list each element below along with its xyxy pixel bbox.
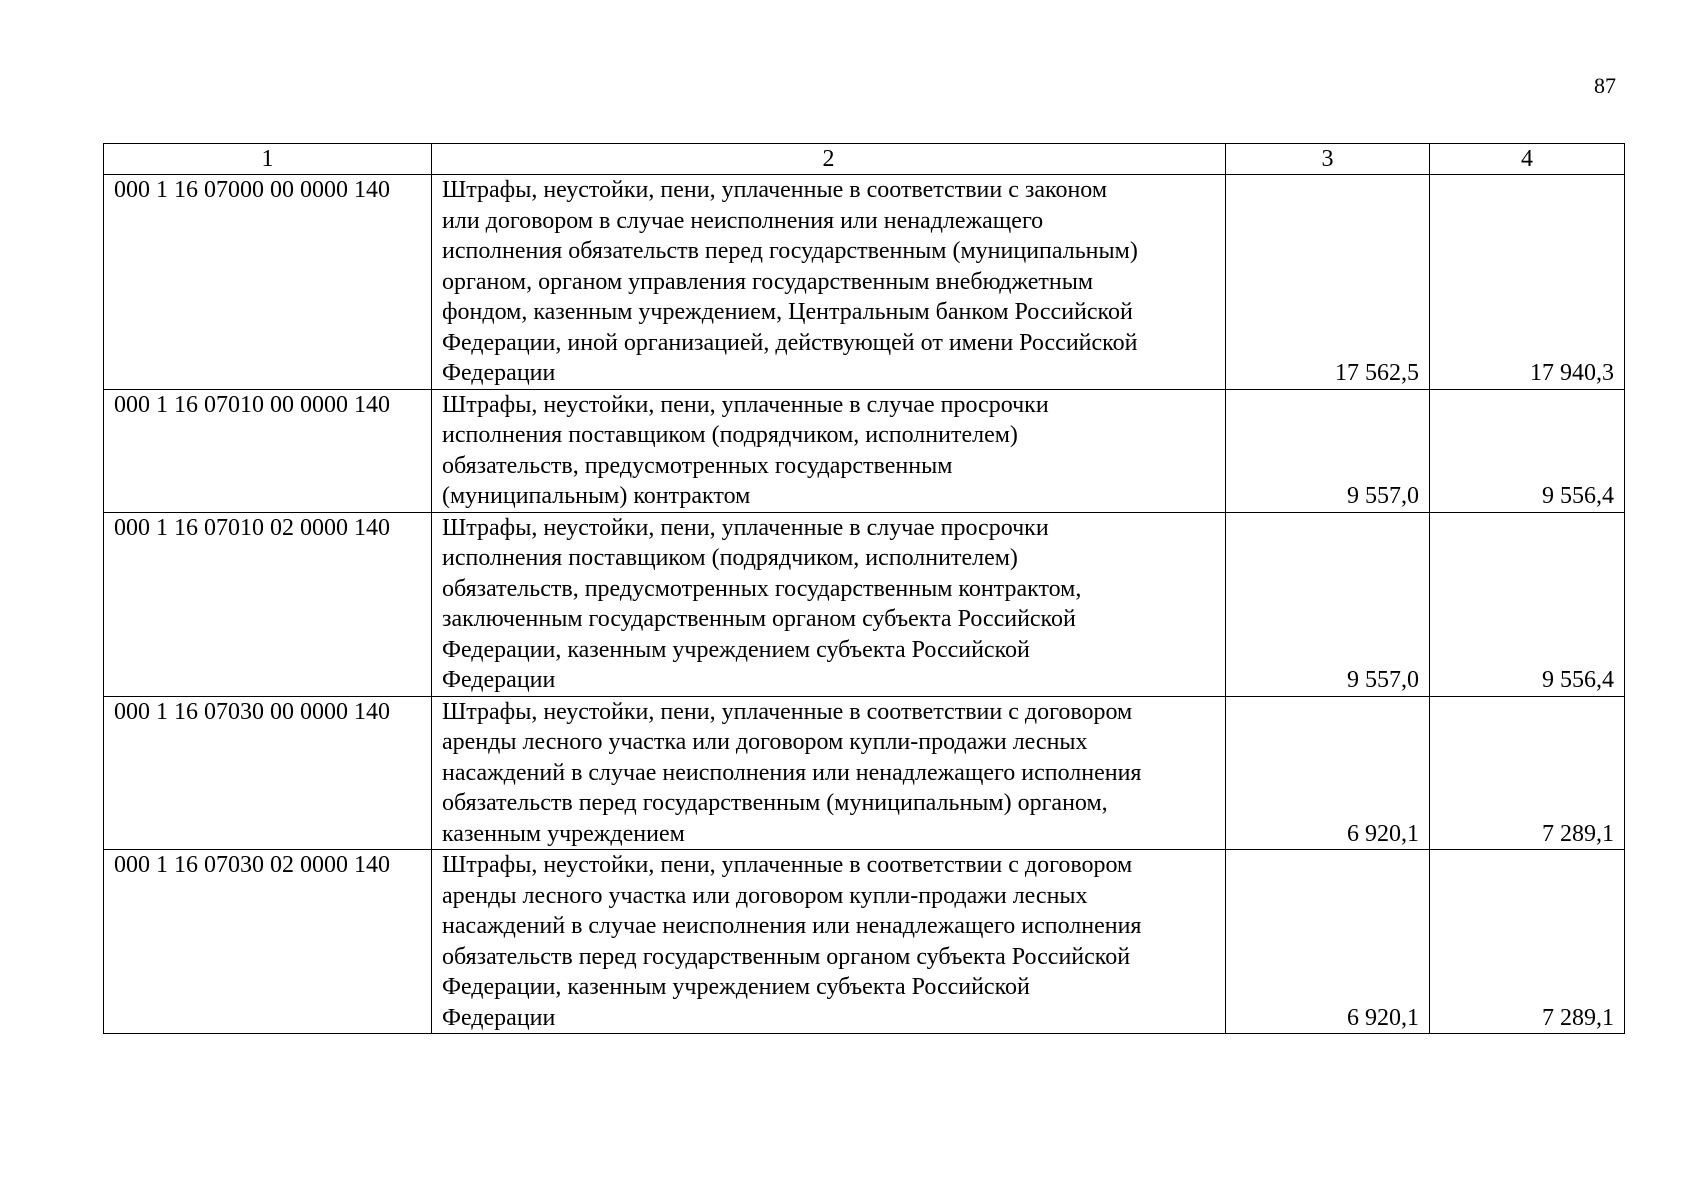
amount-col3-cell: 6 920,1 xyxy=(1226,850,1430,1034)
description-line: Штрафы, неустойки, пени, уплаченные в соответствии с законом xyxy=(442,177,1108,203)
description-cell xyxy=(432,175,1226,390)
description-line: казенным учреждением xyxy=(442,820,685,847)
description-line: Федерации xyxy=(442,360,556,386)
budget-code-cell: 000 1 16 07000 00 0000 140 xyxy=(104,175,432,390)
column-header-2: 2 xyxy=(432,144,1226,175)
description-line: (муниципальным) контрактом xyxy=(442,483,751,509)
description-line: Федерации, казенным учреждением субъекта Российской xyxy=(442,974,1030,1000)
description-line: Штрафы, неустойки, пени, уплаченные в случае просрочки xyxy=(442,514,1049,541)
amount-col3-cell: 9 557,0 xyxy=(1226,512,1430,696)
amount-col3-cell: 17 562,5 xyxy=(1226,175,1430,390)
budget-code-cell: 000 1 16 07010 02 0000 140 xyxy=(104,512,432,696)
description-line: обязательств перед государственным (муниципальным) органом, xyxy=(442,790,1108,816)
description-line: исполнения обязательств перед государственным (муниципальным) xyxy=(442,238,1138,264)
description-line: Штрафы, неустойки, пени, уплаченные в соответствии с договором xyxy=(442,698,1133,725)
description-line: аренды лесного участка или договором купли-продажи лесных xyxy=(442,882,1088,909)
table-header xyxy=(104,144,1625,175)
description-line: исполнения поставщиком (подрядчиком, исполнителем) xyxy=(442,422,1018,448)
table-row xyxy=(104,512,1625,696)
amount-col4-cell: 7 289,1 xyxy=(1430,850,1625,1034)
budget-code-cell: 000 1 16 07030 02 0000 140 xyxy=(104,850,432,1034)
header-row xyxy=(104,144,1625,175)
description-line: Федерации, казенным учреждением субъекта Российской xyxy=(442,636,1030,663)
amount-col4-cell: 17 940,3 xyxy=(1430,175,1625,390)
description-line: или договором в случае неисполнения или ненадлежащего xyxy=(442,207,1044,234)
column-header-4: 4 xyxy=(1430,144,1625,175)
description-cell xyxy=(432,696,1226,850)
description-line: Штрафы, неустойки, пени, уплаченные в случае просрочки xyxy=(442,391,1049,418)
column-header-3: 3 xyxy=(1226,144,1430,175)
table-row xyxy=(104,696,1625,850)
description-line: Федерации, иной организацией, действующей от имени Российской xyxy=(442,329,1138,356)
amount-col4-cell: 9 556,4 xyxy=(1430,512,1625,696)
description-line: исполнения поставщиком (подрядчиком, исполнителем) xyxy=(442,545,1018,571)
description-line: органом, органом управления государственным внебюджетным xyxy=(442,268,1094,295)
revenue-table xyxy=(103,143,1625,1034)
table-row xyxy=(104,175,1625,390)
description-line: заключенным государственным органом субъекта Российской xyxy=(442,606,1076,632)
column-header-1: 1 xyxy=(104,144,432,175)
budget-code-cell: 000 1 16 07010 00 0000 140 xyxy=(104,389,432,512)
table-body xyxy=(104,175,1625,1034)
table-row xyxy=(104,850,1625,1034)
description-cell xyxy=(432,850,1226,1034)
description-line: Федерации xyxy=(442,667,556,693)
description-line: Штрафы, неустойки, пени, уплаченные в соответствии с договором xyxy=(442,852,1133,878)
description-line: фондом, казенным учреждением, Центральным банком Российской xyxy=(442,299,1133,325)
amount-col3-cell: 9 557,0 xyxy=(1226,389,1430,512)
description-line: обязательств перед государственным органом субъекта Российской xyxy=(442,943,1131,970)
table-row xyxy=(104,389,1625,512)
description-cell xyxy=(432,512,1226,696)
page-number: 87 xyxy=(1594,73,1616,98)
amount-col4-cell: 9 556,4 xyxy=(1430,389,1625,512)
description-cell xyxy=(432,389,1226,512)
budget-code-cell: 000 1 16 07030 00 0000 140 xyxy=(104,696,432,850)
amount-col3-cell: 6 920,1 xyxy=(1226,696,1430,850)
description-line: обязательств, предусмотренных государственным контрактом, xyxy=(442,575,1082,602)
description-line: насаждений в случае неисполнения или ненадлежащего исполнения xyxy=(442,759,1142,786)
amount-col4-cell: 7 289,1 xyxy=(1430,696,1625,850)
description-line: Федерации xyxy=(442,1004,556,1031)
description-line: насаждений в случае неисполнения или ненадлежащего исполнения xyxy=(442,913,1142,939)
description-line: аренды лесного участка или договором купли-продажи лесных xyxy=(442,729,1088,755)
description-line: обязательств, предусмотренных государственным xyxy=(442,452,953,479)
